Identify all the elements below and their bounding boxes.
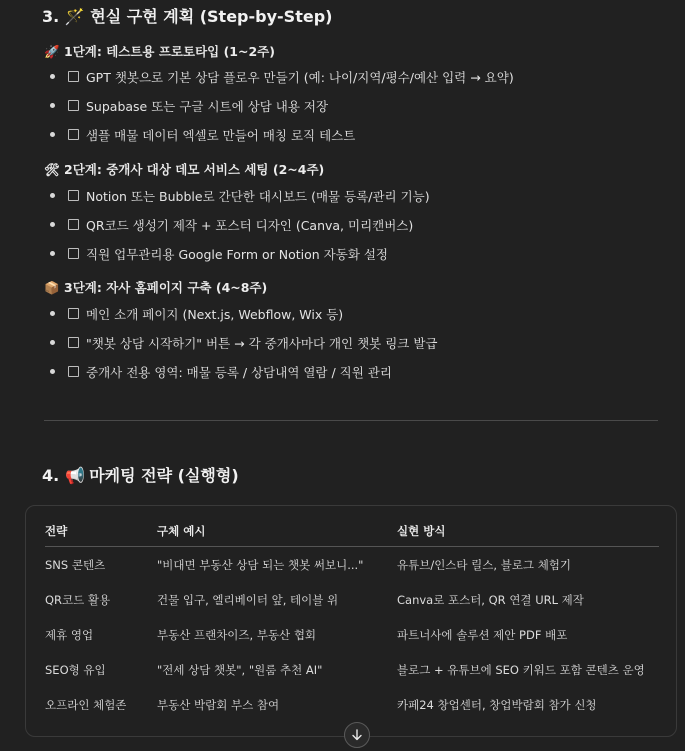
list-item xyxy=(50,299,438,328)
section-divider xyxy=(44,420,658,421)
checkbox-icon[interactable] xyxy=(68,71,79,82)
bullet xyxy=(50,132,55,137)
table-row xyxy=(45,582,659,617)
bullet xyxy=(50,340,55,345)
table-cell: Canva로 포스터, QR 연결 URL 제작 xyxy=(397,592,584,607)
list-item-text: 중개사 전용 영역: 매물 등록 / 상담내역 열람 / 직원 관리 xyxy=(86,364,392,380)
checkbox-icon[interactable] xyxy=(68,219,79,230)
table-row xyxy=(45,687,659,722)
list-item xyxy=(50,239,430,268)
table-cell: "전세 상담 챗봇", "원룸 추천 AI" xyxy=(157,662,323,677)
marketing-table-container xyxy=(25,505,677,737)
table-cell: 제휴 영업 xyxy=(45,627,94,642)
table-cell: QR코드 활용 xyxy=(45,592,111,607)
list-item xyxy=(50,62,514,91)
phase-1-checklist xyxy=(50,62,514,149)
scroll-to-bottom-button[interactable] xyxy=(344,722,370,748)
section-4-heading xyxy=(42,463,239,486)
arrow-down-icon xyxy=(351,729,363,741)
phase-1-title: 1단계: 테스트용 프로토타입 (1~2주) xyxy=(64,44,275,59)
table-cell: SNS 콘텐츠 xyxy=(45,557,106,572)
tools-icon: 🛠 xyxy=(44,162,60,177)
column-header-example: 구체 예시 xyxy=(157,516,397,547)
table-row xyxy=(45,547,659,583)
checkbox-icon[interactable] xyxy=(68,248,79,259)
bullet xyxy=(50,369,55,374)
bullet xyxy=(50,222,55,227)
list-item xyxy=(50,210,430,239)
phase-3-heading xyxy=(44,278,267,296)
list-item-text: 샘플 매물 데이터 엑셀로 만들어 매칭 로직 테스트 xyxy=(86,127,356,143)
checkbox-icon[interactable] xyxy=(68,100,79,111)
phase-1-heading xyxy=(44,42,275,60)
rocket-icon: 🚀 xyxy=(44,44,60,59)
package-icon: 📦 xyxy=(44,280,60,295)
checkbox-icon[interactable] xyxy=(68,129,79,140)
list-item xyxy=(50,120,514,149)
list-item-text: QR코드 생성기 제작 + 포스터 디자인 (Canva, 미리캔버스) xyxy=(86,217,414,233)
table-cell: "비대면 부동산 상담 되는 챗봇 써보니..." xyxy=(157,557,364,572)
table-cell: 카페24 창업센터, 창업박람회 참가 신청 xyxy=(397,697,597,712)
table-cell: 부동산 박람회 부스 참여 xyxy=(157,697,280,712)
phase-2-checklist xyxy=(50,181,430,268)
table-cell: 블로그 + 유튜브에 SEO 키워드 포함 콘텐츠 운영 xyxy=(397,662,645,677)
list-item xyxy=(50,328,438,357)
list-item-text: "챗봇 상담 시작하기" 버튼 → 각 중개사마다 개인 챗봇 링크 발급 xyxy=(86,335,438,351)
bullet xyxy=(50,74,55,79)
phase-2-heading xyxy=(44,160,324,178)
column-header-method: 실현 방식 xyxy=(397,516,659,547)
section-4-title: 마케팅 전략 (실행형) xyxy=(89,466,239,485)
marketing-strategy-table xyxy=(45,516,659,722)
list-item-text: Notion 또는 Bubble로 간단한 대시보드 (매물 등록/관리 기능) xyxy=(86,188,430,204)
checkbox-icon[interactable] xyxy=(68,190,79,201)
table-cell: 오프라인 체험존 xyxy=(45,697,127,712)
bullet xyxy=(50,311,55,316)
phase-3-title: 3단계: 자사 홈페이지 구축 (4~8주) xyxy=(64,280,268,295)
checkbox-icon[interactable] xyxy=(68,308,79,319)
bullet xyxy=(50,193,55,198)
megaphone-icon: 📢 xyxy=(65,466,86,485)
table-header-row xyxy=(45,516,659,547)
bullet xyxy=(50,251,55,256)
section-4-number: 4. xyxy=(42,466,60,485)
section-3-heading: 3. 🪄 현실 구현 계획 (Step-by-Step) xyxy=(42,7,333,26)
list-item-text: 메인 소개 페이지 (Next.js, Webflow, Wix 등) xyxy=(86,306,344,322)
list-item-text: Supabase 또는 구글 시트에 상담 내용 저장 xyxy=(86,98,329,114)
table-cell: 건물 입구, 엘리베이터 앞, 테이블 위 xyxy=(157,592,339,607)
list-item xyxy=(50,91,514,120)
table-cell: 부동산 프랜차이즈, 부동산 협회 xyxy=(157,627,317,642)
table-row xyxy=(45,652,659,687)
bullet xyxy=(50,103,55,108)
phase-3-checklist xyxy=(50,299,438,386)
table-cell: 파트너사에 솔루션 제안 PDF 배포 xyxy=(397,627,568,642)
phase-2-title: 2단계: 중개사 대상 데모 서비스 세팅 (2~4주) xyxy=(64,162,325,177)
list-item xyxy=(50,357,438,386)
column-header-strategy: 전략 xyxy=(45,516,157,547)
list-item xyxy=(50,181,430,210)
list-item-text: 직원 업무관리용 Google Form or Notion 자동화 설정 xyxy=(86,246,389,262)
checkbox-icon[interactable] xyxy=(68,366,79,377)
table-cell: SEO형 유입 xyxy=(45,662,106,677)
table-cell: 유튜브/인스타 릴스, 블로그 체험기 xyxy=(397,557,572,572)
table-row xyxy=(45,617,659,652)
list-item-text: GPT 챗봇으로 기본 상담 플로우 만들기 (예: 나이/지역/평수/예산 입력 → 요약) xyxy=(86,69,514,85)
checkbox-icon[interactable] xyxy=(68,337,79,348)
